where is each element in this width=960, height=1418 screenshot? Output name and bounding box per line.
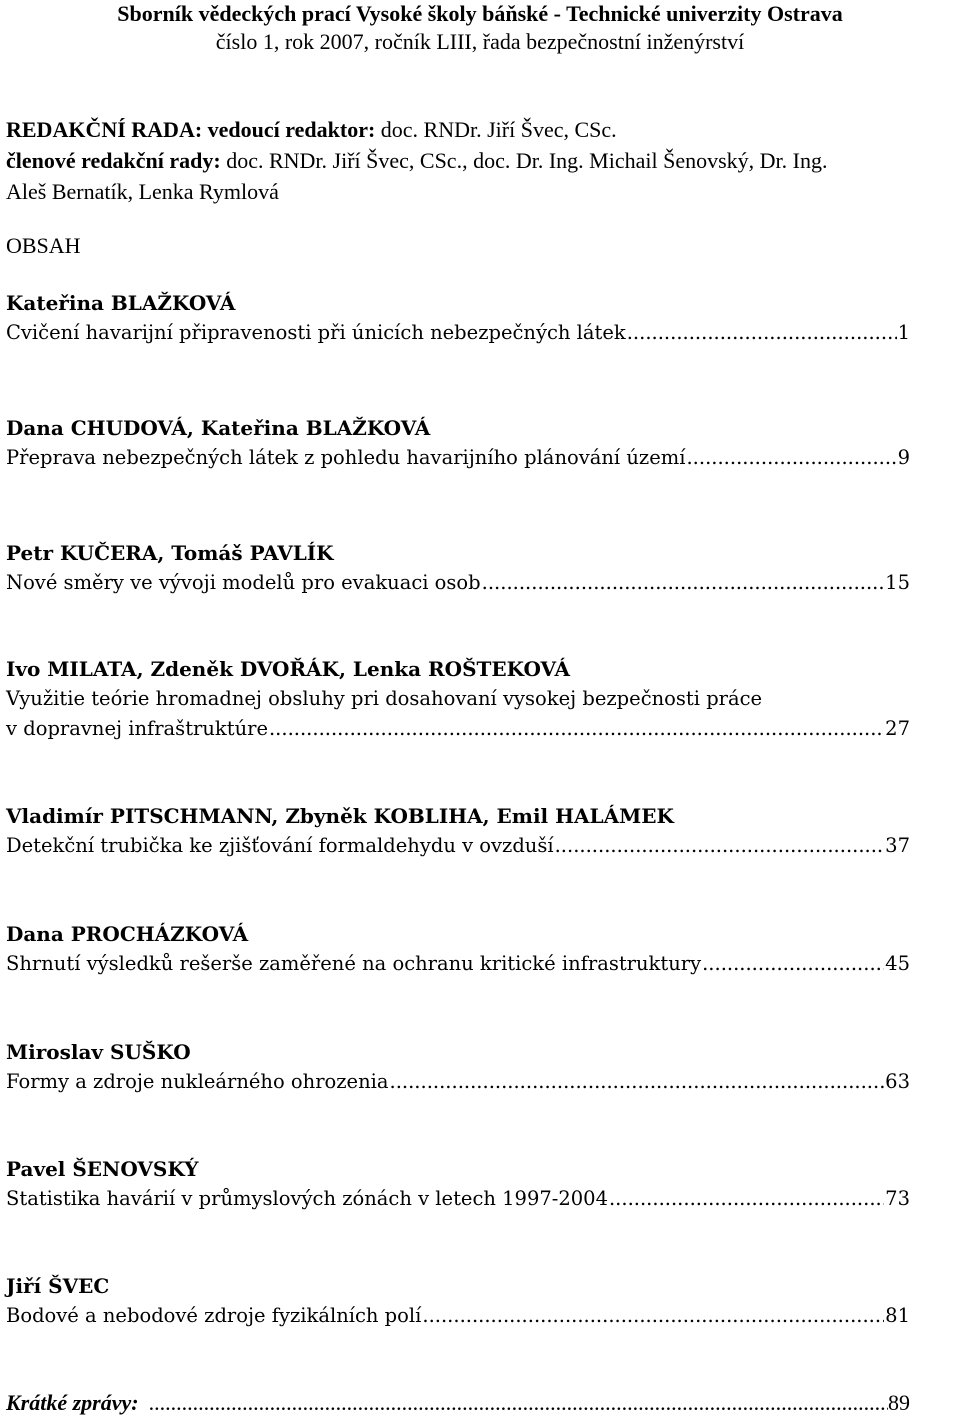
toc-short-reports[interactable] [6,1388,910,1418]
toc-entry[interactable] [6,288,910,348]
dot-leader [627,318,897,348]
board-value-members: doc. RNDr. Jiří Švec, CSc., doc. Dr. Ing. Michail Šenovský, Dr. Ing. [220,148,828,173]
board-value-chief: doc. RNDr. Jiří Švec, CSc. [375,117,617,142]
dot-leader [482,568,885,598]
toc-entry[interactable] [6,654,910,744]
board-label-members: členové redakční rady: [6,148,221,173]
journal-title: Sborník vědeckých prací Vysoké školy báňské - Technické univerzity Ostrava [117,1,843,26]
entry-title: Přeprava nebezpečných látek z pohledu havarijního plánování území [6,446,686,469]
board-line-1 [6,114,956,145]
entry-page-number: 1 [897,321,910,344]
toc-entry[interactable] [6,413,910,473]
entry-title-row [6,1184,910,1214]
entry-authors: Miroslav SUŠKO [6,1040,191,1064]
toc-entry[interactable] [6,538,910,598]
entry-page-number: 73 [885,1187,910,1210]
entry-title: v dopravnej infraštruktúre [6,717,268,740]
short-reports-label: Krátké zprávy: [6,1390,139,1415]
entry-authors: Petr KUČERA, Tomáš PAVLÍK [6,541,334,565]
dot-leader [686,443,896,473]
toc-entry[interactable] [6,1271,910,1331]
entry-title-line-1: Využitie teórie hromadnej obsluhy pri dosahovaní vysokej bezpečnosti práce [6,687,763,710]
entry-title: Cvičení havarijní připravenosti při únicích nebezpečných látek [6,321,626,344]
dot-leader [555,831,885,861]
toc-entry[interactable] [6,1037,910,1097]
entry-title: Nové směry ve vývoji modelů pro evakuaci osob [6,571,481,594]
entry-page-number: 37 [885,834,910,857]
entry-authors: Vladimír PITSCHMANN, Zbyněk KOBLIHA, Emil HALÁMEK [6,804,674,828]
entry-page-number: 63 [885,1070,910,1093]
entry-page-number: 27 [885,717,910,740]
entry-page-number: 81 [885,1304,910,1327]
entry-authors: Kateřina BLAŽKOVÁ [6,291,236,315]
entry-title-row [6,831,910,861]
entry-authors: Ivo MILATA, Zdeněk DVOŘÁK, Lenka ROŠTEKOVÁ [6,657,571,681]
entry-title-row [6,714,910,744]
toc-entry[interactable] [6,919,910,979]
dot-leader [609,1184,884,1214]
entry-title-row [6,568,910,598]
toc-entry[interactable] [6,1154,910,1214]
entry-authors: Jiří ŠVEC [6,1274,110,1298]
dot-leader [390,1067,885,1097]
journal-issue: číslo 1, rok 2007, ročník LIII, řada bezpečnostní inženýrství [215,29,745,54]
dot-leader [269,714,884,744]
entry-title-row [6,1067,910,1097]
entry-title-row [6,1301,910,1331]
entry-title: Detekční trubička ke zjišťování formaldehydu v ovzduší [6,834,554,857]
board-line-3: Aleš Bernatík, Lenka Rymlová [6,179,279,204]
entry-page-number: 9 [897,446,910,469]
board-label-chief: REDAKČNÍ RADA: vedoucí redaktor: [6,117,376,142]
entry-title-row [6,949,910,979]
entry-page-number: 15 [885,571,910,594]
dot-leader [149,1388,888,1418]
entry-page-number: 45 [885,952,910,975]
dot-leader [422,1301,884,1331]
entry-title: Bodové a nebodové zdroje fyzikálních polí [6,1304,422,1327]
entry-title-row [6,443,910,473]
entry-title: Statistika havárií v průmyslových zónách v letech 1997-2004 [6,1187,608,1210]
dot-leader [702,949,884,979]
board-line-2 [6,145,956,176]
editorial-board [6,114,956,207]
entry-authors: Dana CHUDOVÁ, Kateřina BLAŽKOVÁ [6,416,431,440]
entry-authors: Dana PROCHÁZKOVÁ [6,922,249,946]
toc-heading: OBSAH [6,233,81,258]
entry-title: Formy a zdroje nukleárného ohrozenia [6,1070,389,1093]
entry-authors: Pavel ŠENOVSKÝ [6,1157,199,1181]
toc-entry[interactable] [6,801,910,861]
short-reports-page-number: 89 [888,1390,910,1415]
entry-title: Shrnutí výsledků rešerše zaměřené na ochranu kritické infrastruktury [6,952,702,975]
entry-title-row [6,318,910,348]
